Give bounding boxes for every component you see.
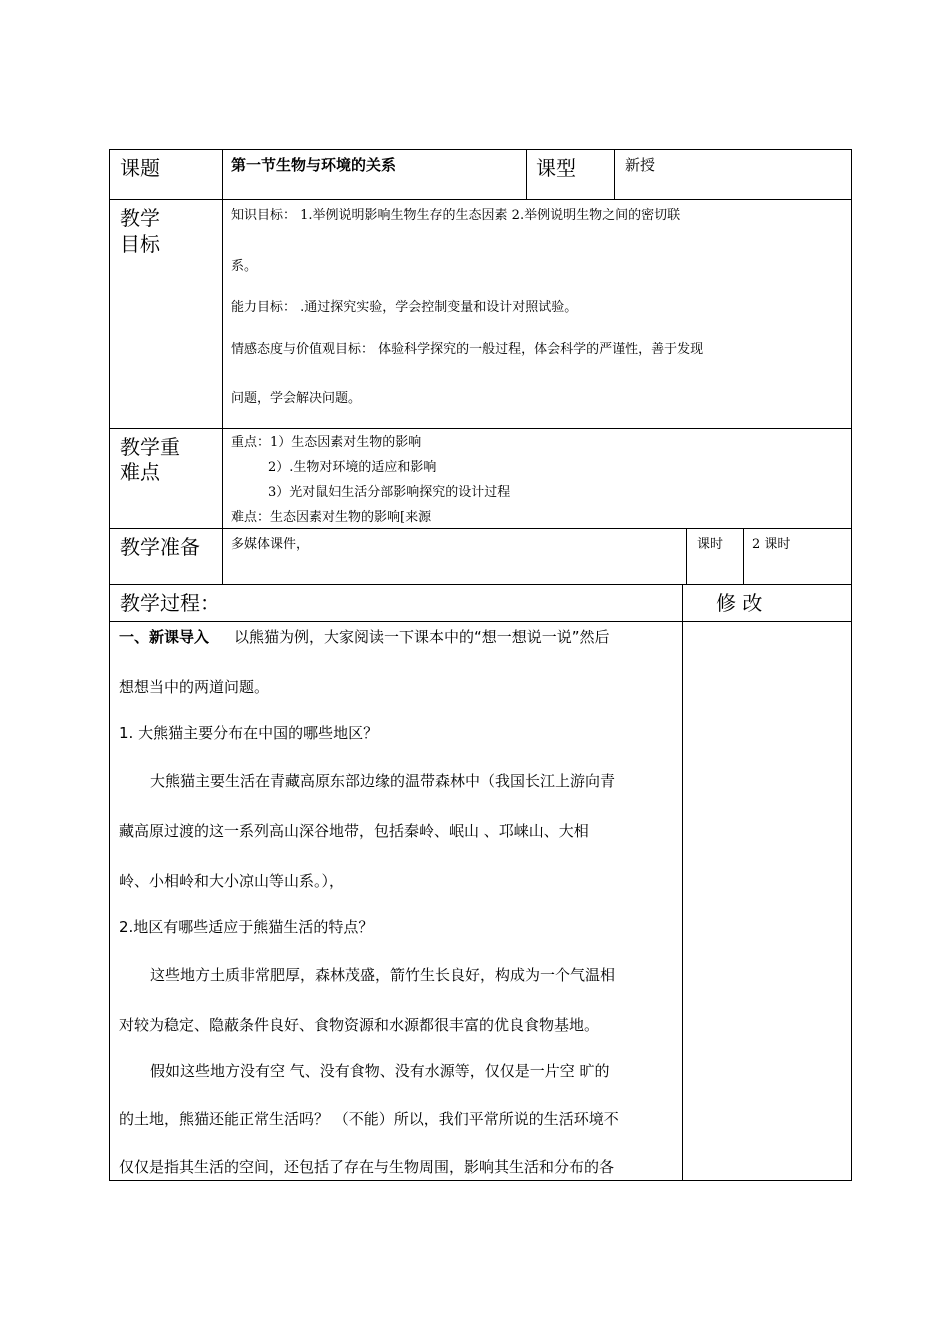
body-line: 这些地方土质非常肥厚，森林茂盛，箭竹生长良好，构成为一个气温相 [150,966,616,984]
key-point: 重点：1）生态因素对生物的影响 [231,435,422,450]
table-border-top [109,149,852,150]
section-title: 一、新课导入 [119,628,210,646]
body-line: 的土地，熊猫还能正常生活吗？ （不能）所以，我们平常所说的生活环境不 [119,1110,619,1128]
body-line: 大熊猫主要生活在青藏高原东部边缘的温带森林中（我国长江上游向青 [150,772,616,790]
column-divider [686,528,687,584]
goals-label: 教学 [120,206,160,230]
knowledge-goal-cont: 系。 [231,259,258,274]
topic-value: 第一节生物与环境的关系 [231,156,397,174]
body-line: 假如这些地方没有空 气、没有食物、没有水源等，仅仅是一片空 旷的 [150,1062,610,1080]
column-divider [526,149,527,199]
column-divider [743,528,744,584]
row-divider [109,584,852,585]
goals-label: 目标 [120,232,160,256]
emotion-goal: 情感态度与价值观目标： 体验科学探究的一般过程，体会科学的严谨性，善于发现 [231,342,704,357]
lesson-type-label: 课型 [536,156,576,180]
body-line: 对较为稳定、隐蔽条件良好、食物资源和水源都很丰富的优良食物基地。 [119,1016,600,1034]
question-line: 2.地区有哪些适应于熊猫生活的特点？ [119,918,374,936]
difficult-point: 难点：生态因素对生物的影响[来源 [231,510,432,525]
process-label: 教学过程： [120,591,220,615]
revise-label: 修 改 [716,591,763,615]
body-line: 藏高原过渡的这一系列高山深谷地带，包括秦岭、岷山 、邛崃山、大相 [119,822,589,840]
knowledge-goal: 知识目标： 1.举例说明影响生物生存的生态因素 2.举例说明生物之间的密切联 [231,208,681,223]
body-line: 仅仅是指其生活的空间，还包括了存在与生物周围，影响其生活和分布的各 [119,1158,615,1176]
keypoints-label: 教学重 [120,435,180,459]
prep-value: 多媒体课件， [231,537,310,552]
body-line: 以熊猫为例，大家阅读一下课本中的“想一想说一说”然后 [234,628,610,646]
row-divider [109,621,852,622]
table-border-bottom [109,1180,852,1181]
label-column-divider [222,149,223,585]
row-divider [109,528,852,529]
prep-label: 教学准备 [120,535,200,559]
table-border-right [851,149,852,1181]
row-divider [109,428,852,429]
body-line: 想想当中的两道问题。 [119,678,270,696]
key-point: 2）.生物对环境的适应和影响 [268,460,437,475]
topic-label: 课题 [120,156,160,180]
revise-column-divider [682,584,683,1181]
hours-value: 2 课时 [752,537,791,552]
column-divider [614,149,615,199]
hours-label: 课时 [697,537,724,552]
key-point: 3）光对鼠妇生活分部影响探究的设计过程 [268,485,511,500]
ability-goal: 能力目标： .通过探究实验，学会控制变量和设计对照试验。 [231,300,578,315]
table-border-left [109,149,110,1181]
lesson-type-value: 新授 [625,156,656,174]
question-line: 1. 大熊猫主要分布在中国的哪些地区？ [119,724,379,742]
row-divider [109,199,852,200]
keypoints-label: 难点 [120,460,160,484]
body-line: 岭、小相岭和大小凉山等山系。）， [119,872,345,890]
emotion-goal-cont: 问题，学会解决问题。 [231,391,362,406]
